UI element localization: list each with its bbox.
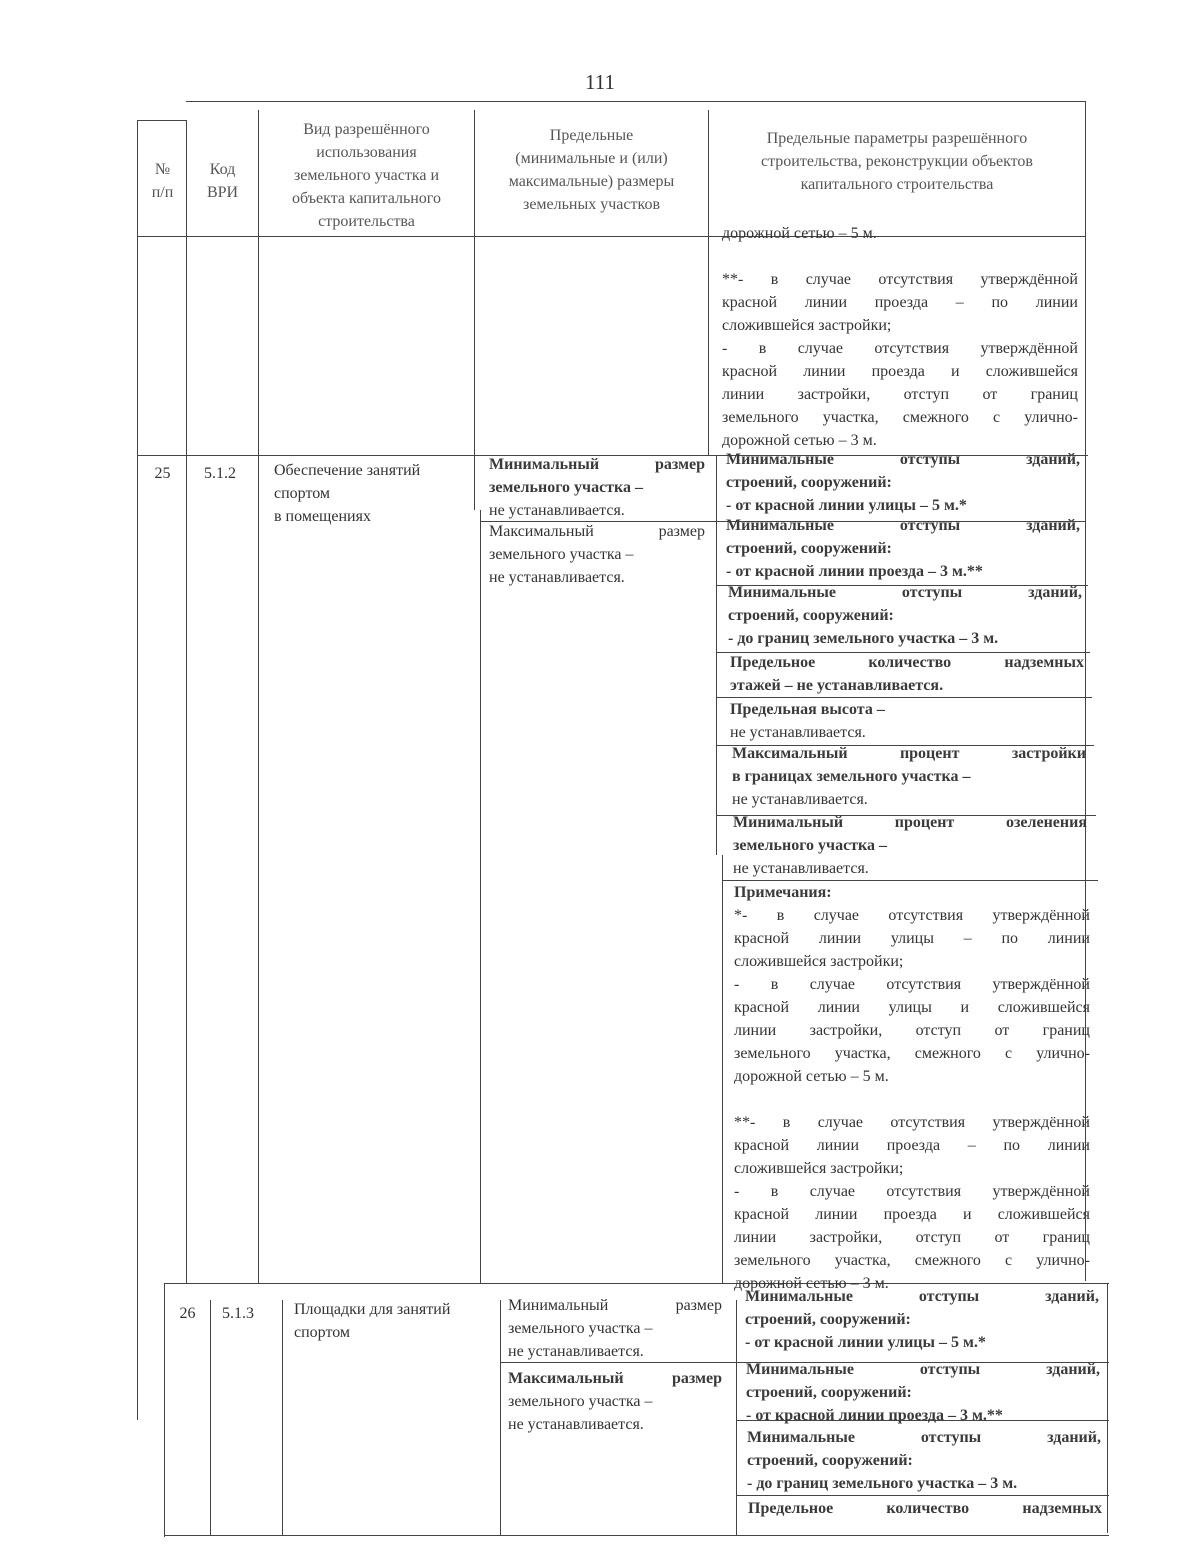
header-code: Код ВРИ [206, 161, 239, 201]
row-26-num: 26 [179, 1305, 196, 1322]
row-25-use-name: Обеспечение занятий спортом в помещениях [274, 462, 421, 525]
header-num: № п/п [151, 161, 174, 201]
row-26-use-name: Площадки для занятий спортом [294, 1301, 451, 1341]
row-26-plot-min: Минимальный размер земельного участка – не устанавливается. [508, 1297, 722, 1360]
row-25-plot-max: Максимальный размер земельного участка – не устанавливается. [489, 523, 705, 586]
row-25-param-plot-boundary: Минимальные отступы зданий, строений, сооружений: - до границ земельного участка – 3 м. [728, 584, 1082, 647]
row-26-param-red-line-passage: Минимальные отступы зданий, строений, сооружений: - от красной линии проезда – 3 м.** [746, 1361, 1100, 1424]
carryover-notes: дорожной сетью – 5 м. **- в случае отсутствия утверждённой красной линии проезда – по линии сложившейся застройки; - в случае отсутствия утверждённой красной линии проезда и сложившейся линии застройки, отступ от границ земельного участка, смежного с улично- дорожной сетью – 3 м. [722, 225, 1078, 449]
row-25-param-build-percent: Максимальный процент застройки в границах земельного участка – не устанавливается. [732, 745, 1086, 808]
row-25-notes: Примечания: *- в случае отсутствия утверждённой красной линии улицы – по линии сложившейся застройки; - в случае отсутствия утверждённой красной линии улицы и сложившейся линии застройки, отступ от границ земельного участка, смежного с улично- дорожной сетью – 5 м. **- в случае отсутствия утверждённой красной линии проезда – по линии сложившейся застройки; - в случае отсутствия утверждённой красной линии проезда и сложившейся линии застройки, отступ от границ земельного участка, смежного с улично- дорожной сетью – 3 м. [734, 884, 1090, 1292]
header-plot-size: Предельные (минимальные и (или) максимальные) размеры земельных участков [508, 127, 675, 213]
row-25-param-green-percent: Минимальный процент озеленения земельного участка – не устанавливается. [733, 814, 1087, 877]
row-26-plot-max: Максимальный размер земельного участка – не устанавливается. [508, 1370, 722, 1433]
row-25-param-red-line-passage: Минимальные отступы зданий, строений, сооружений: - от красной линии проезда – 3 м.** [726, 517, 1080, 580]
header-use-type: Вид разрешённого использования земельного участка и объекта капитального строительства [292, 121, 441, 230]
row-26-code: 5.1.3 [222, 1305, 254, 1322]
row-25-num: 25 [154, 465, 171, 482]
row-25-plot-min: Минимальный размер земельного участка – не устанавливается. [489, 456, 705, 519]
row-26-param-plot-boundary: Минимальные отступы зданий, строений, сооружений: - до границ земельного участка – 3 м. [747, 1429, 1101, 1492]
header-params: Предельные параметры разрешённого строительства, реконструкции объектов капитального строительства [761, 130, 1033, 193]
row-26-param-floors: Предельное количество надземных [748, 1500, 1102, 1517]
row-25-code: 5.1.2 [204, 465, 236, 482]
row-25-param-height: Предельная высота – не устанавливается. [730, 701, 885, 741]
row-25-param-floors: Предельное количество надземных этажей – не устанавливается. [730, 654, 1084, 694]
row-25-param-red-line-street: Минимальные отступы зданий, строений, сооружений: - от красной линии улицы – 5 м.* [726, 451, 1080, 514]
page-number: 111 [585, 70, 615, 94]
row-26-param-red-line-street: Минимальные отступы зданий, строений, сооружений: - от красной линии улицы – 5 м.* [745, 1288, 1099, 1351]
